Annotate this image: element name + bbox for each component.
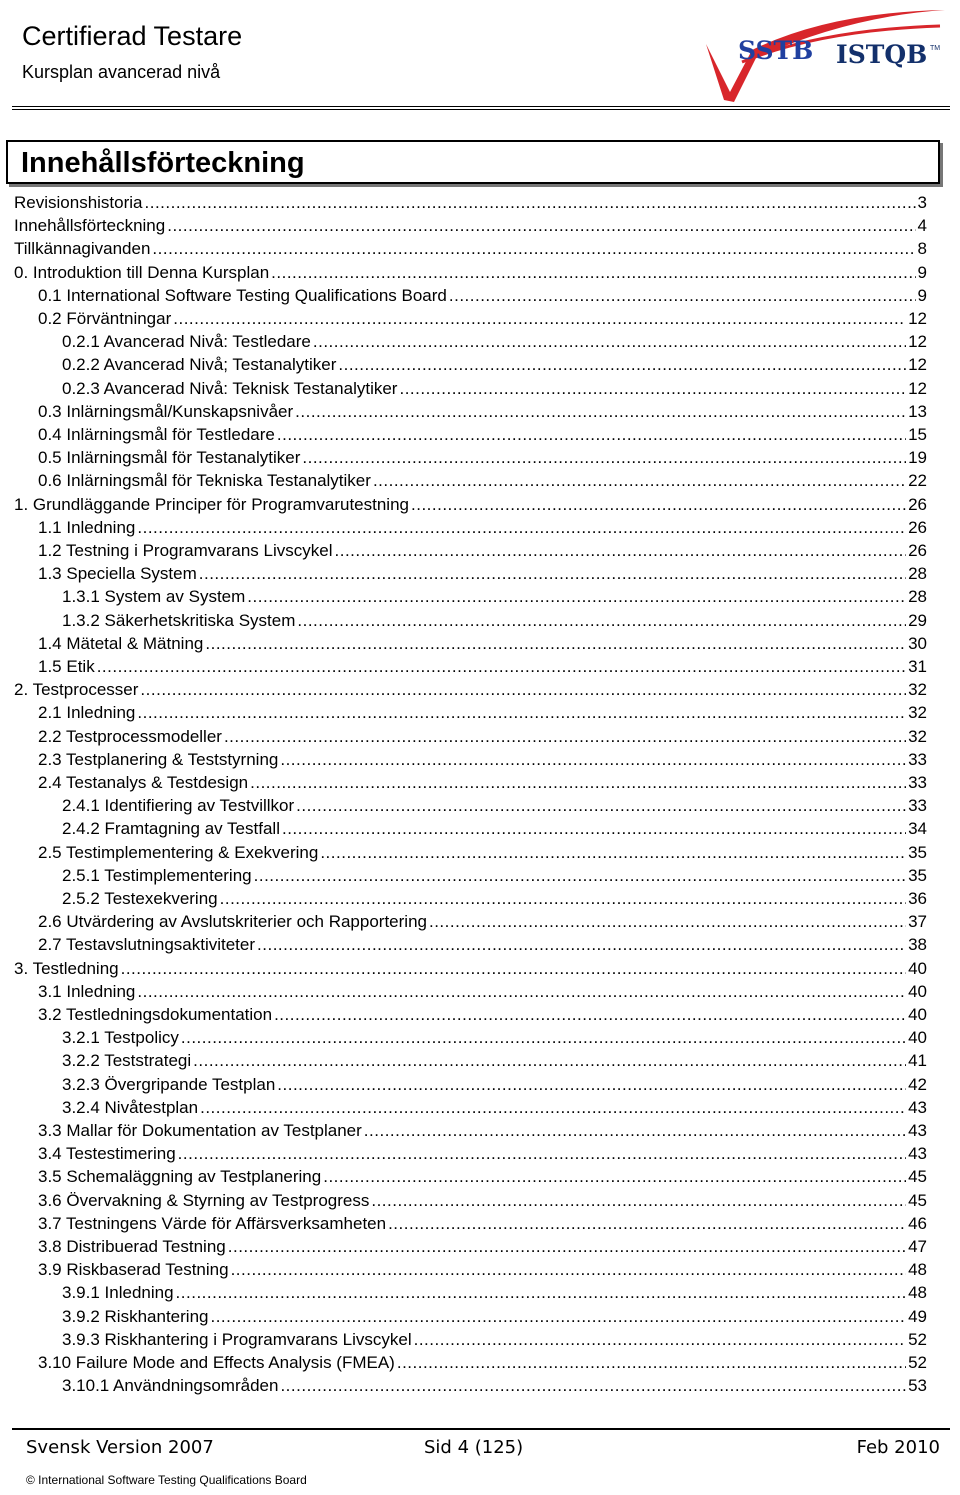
toc-entry-title: 2.5.1 Testimplementering [62,865,252,885]
toc-leader-dots [295,401,906,422]
toc-entry[interactable] [62,1025,927,1048]
toc-entry-page: 15 [908,425,927,444]
toc-entry[interactable] [38,399,927,422]
toc-entry-page: 48 [908,1260,927,1280]
footer-copyright: © International Software Testing Qualifications Board [26,1473,307,1487]
toc-leader-dots [176,1282,907,1303]
toc-entry[interactable] [62,793,927,816]
toc-leader-dots [364,1120,906,1141]
toc-entry[interactable] [38,1002,927,1025]
toc-entry[interactable] [38,515,927,538]
toc-entry-page: 33 [908,773,927,792]
toc-leader-dots [250,772,906,793]
toc-entry-title: 2.7 Testavslutningsaktiviteter [38,935,256,955]
toc-leader-dots [397,1352,906,1373]
toc-entry[interactable] [62,1327,927,1350]
footer-page-number: Sid 4 (125) [424,1437,524,1458]
toc-entry-page: 32 [908,680,927,700]
toc-leader-dots [388,1213,906,1234]
toc-entry-title: 3.8 Distribuerad Testning [38,1237,226,1256]
toc-entry[interactable] [38,700,927,723]
toc-entry-title: 3.9 Riskbaserad Testning [38,1260,229,1280]
toc-entry[interactable] [14,236,927,259]
toc-entry[interactable] [38,1118,927,1141]
toc-leader-dots [399,378,906,399]
toc-entry-title: 2.1 Inledning [38,703,136,723]
toc-entry-page: 26 [908,517,927,537]
toc-leader-dots [224,726,906,747]
toc-leader-dots [302,447,906,468]
toc-entry-page: 35 [908,865,927,885]
footer-date: Feb 2010 [856,1437,940,1458]
toc-entry-title: 2.5.2 Testexekvering [62,889,218,908]
document-title: Certifierad Testare [22,21,243,51]
toc-entry-title: 0.5 Inlärningsmål för Testanalytiker [38,448,301,468]
toc-entry-title: 2.5 Testimplementering & Exekvering [38,842,319,862]
toc-leader-dots [137,702,906,723]
toc-leader-dots [414,1329,906,1350]
toc-entry-page: 33 [908,796,927,816]
toc-entry[interactable] [62,1048,927,1071]
toc-leader-dots [323,1166,906,1187]
toc-entry-page: 29 [908,610,927,630]
toc-leader-dots [231,1259,907,1280]
toc-entry-title: 2.3 Testplanering & Teststyrning [38,749,279,769]
toc-leader-dots [137,517,906,538]
toc-entry-title: 3.2.4 Nivåtestplan [62,1097,199,1117]
toc-entry-title: 3.6 Övervakning & Styrning av Testprogress [38,1190,370,1210]
toc-entry[interactable] [38,840,927,863]
toc-entry-title: 1. Grundläggande Principer för Programvarutestning [14,494,409,514]
toc-entry[interactable] [14,260,927,283]
toc-leader-dots [121,958,906,979]
toc-entry-page: 12 [908,378,927,398]
toc-entry[interactable] [38,1350,927,1373]
toc-entry-page: 28 [908,564,927,584]
toc-entry-page: 52 [908,1353,927,1372]
toc-entry[interactable] [62,1373,927,1396]
toc-entry-title: 0.3 Inlärningsmål/Kunskapsnivåer [38,401,294,421]
toc-entry[interactable] [14,956,927,979]
toc-leader-dots [297,610,906,631]
toc-leader-dots [193,1050,906,1071]
toc-entry-title: Tillkännagivanden [14,239,151,259]
toc-entry[interactable] [38,1141,927,1164]
toc-entry-title: 2.4.1 Identifiering av Testvillkor [62,796,295,816]
toc-entry-page: 12 [908,355,927,375]
toc-leader-dots [199,563,906,584]
toc-entry-title: 3.2.2 Teststrategi [62,1051,192,1071]
toc-entry[interactable] [38,1164,927,1187]
toc-entry-page: 33 [908,749,927,769]
toc-leader-dots [173,308,906,329]
toc-entry-page: 13 [908,401,927,421]
toc-entry-title: Innehållsförteckning [14,216,166,236]
toc-entry-title: 2.6 Utvärdering av Avslutskriterier och Rapportering [38,912,427,932]
toc-leader-dots [97,656,906,677]
toc-leader-dots [335,540,907,561]
toc-entry-title: 0.2.1 Avancerad Nivå: Testledare [62,332,311,352]
toc-entry-title: 3.1 Inledning [38,981,136,1001]
toc-entry[interactable] [14,492,927,515]
toc-entry-title: 1.2 Testning i Programvarans Livscykel [38,541,333,560]
document-subtitle: Kursplan avancerad nivå [22,62,221,82]
toc-entry-page: 31 [908,657,927,676]
toc-entry[interactable] [38,979,927,1002]
footer-divider [12,1428,950,1430]
toc-leader-dots [200,1097,906,1118]
toc-entry-title: Revisionshistoria [14,193,143,212]
toc-entry-page: 36 [908,889,927,908]
toc-leader-dots [145,192,916,213]
toc-leader-dots [411,494,906,515]
header-divider [12,106,950,110]
toc-entry[interactable] [38,1234,927,1257]
toc-entry-page: 53 [908,1376,927,1396]
logo-sstb-text: SSTB [738,36,814,65]
toc-entry-page: 45 [908,1167,927,1187]
toc-leader-dots [371,1190,906,1211]
toc-entry-page: 38 [908,935,927,955]
toc-entry-page: 30 [908,633,927,653]
toc-heading: Innehållsförteckning [21,147,305,179]
toc-entry[interactable] [62,816,927,839]
toc-entry[interactable] [38,770,927,793]
toc-entry[interactable] [62,1280,927,1303]
toc-heading-box [6,140,940,184]
toc-entry-page: 47 [908,1237,927,1256]
toc-entry-page: 26 [908,494,927,514]
toc-entry-page: 52 [908,1329,927,1349]
toc-entry-page: 40 [908,1005,927,1024]
toc-entry[interactable] [38,1257,927,1280]
toc-entry[interactable] [62,352,927,375]
toc-entry[interactable] [38,283,927,306]
toc-leader-dots [280,749,906,770]
toc-entry[interactable] [62,1304,927,1327]
page-header [0,0,960,110]
toc-entry-page: 8 [917,239,927,259]
toc-entry-title: 0.2 Förväntningar [38,309,172,328]
toc-leader-dots [152,238,915,259]
toc-leader-dots [271,262,915,283]
toc-entry-page: 32 [908,703,927,723]
toc-leader-dots [449,285,916,306]
toc-entry[interactable] [62,376,927,399]
toc-entry[interactable] [14,190,927,213]
logo-tm-text: TM [930,45,941,52]
toc-entry-page: 40 [908,981,927,1001]
toc-entry-title: 3.5 Schemaläggning av Testplanering [38,1167,322,1187]
toc-entry[interactable] [38,654,927,677]
toc-entry-title: 1.1 Inledning [38,517,136,537]
footer-version: Svensk Version 2007 [26,1437,214,1458]
toc-entry[interactable] [14,213,927,236]
toc-entry[interactable] [38,468,927,491]
toc-entry-title: 0. Introduktion till Denna Kursplan [14,262,270,282]
toc-entry-title: 1.3 Speciella System [38,564,197,584]
toc-entry[interactable] [14,677,927,700]
toc-leader-dots [296,795,906,816]
toc-entry-title: 3.9.1 Inledning [62,1283,174,1303]
toc-leader-dots [205,633,906,654]
toc-entry-page: 49 [908,1306,927,1326]
toc-entry-title: 3.9.2 Riskhantering [62,1306,209,1326]
toc-entry-title: 0.6 Inlärningsmål för Tekniska Testanalytiker [38,471,371,491]
toc-entry[interactable] [38,631,927,654]
toc-leader-dots [181,1027,906,1048]
toc-entry-page: 43 [908,1121,927,1140]
toc-entry-title: 1.3.1 System av System [62,587,246,607]
toc-entry[interactable] [38,747,927,770]
toc-leader-dots [320,842,906,863]
toc-entry[interactable] [38,445,927,468]
toc-leader-dots [277,424,906,445]
toc-leader-dots [274,1004,906,1025]
toc-leader-dots [167,215,915,236]
toc-leader-dots [210,1306,906,1327]
toc-entry-page: 3 [917,193,927,212]
toc-entry-page: 32 [908,726,927,746]
toc-leader-dots [282,818,906,839]
toc-entry[interactable] [38,909,927,932]
toc-entry-page: 12 [908,309,927,328]
toc-entry[interactable] [38,1188,927,1211]
toc-entry-page: 28 [908,587,927,607]
sstb-istqb-logo [700,2,950,102]
toc-entry[interactable] [38,561,927,584]
toc-entry-page: 48 [908,1283,927,1303]
toc-entry[interactable] [62,886,927,909]
toc-entry-title: 1.4 Mätetal & Mätning [38,633,204,653]
toc-entry-page: 12 [908,332,927,352]
toc-entry[interactable] [38,306,927,329]
toc-leader-dots [429,911,906,932]
toc-entry-title: 1.3.2 Säkerhetskritiska System [62,610,296,630]
toc-entry-title: 2.2 Testprocessmodeller [38,726,222,746]
toc-entry[interactable] [62,329,927,352]
toc-leader-dots [137,981,906,1002]
toc-entry[interactable] [38,538,927,561]
toc-entry-page: 35 [908,842,927,862]
toc-entry-page: 40 [908,958,927,978]
toc-entry-title: 0.2.2 Avancerad Nivå; Testanalytiker [62,355,337,375]
toc-entry[interactable] [62,1072,927,1095]
toc-entry-title: 0.2.3 Avancerad Nivå: Teknisk Testanalytiker [62,378,398,398]
toc-entry-page: 43 [908,1097,927,1117]
toc-entry-title: 2.4.2 Framtagning av Testfall [62,819,280,839]
toc-entry-page: 40 [908,1028,927,1048]
toc-entry[interactable] [62,1095,927,1118]
toc-entry-page: 9 [917,285,927,305]
toc-leader-dots [140,679,906,700]
toc-leader-dots [228,1236,906,1257]
toc-entry[interactable] [38,422,927,445]
toc-entry-title: 3.4 Testestimering [38,1144,176,1164]
toc-entry[interactable] [62,608,927,631]
toc-leader-dots [257,934,906,955]
toc-entry-page: 9 [917,262,927,282]
toc-entry-page: 4 [917,216,927,236]
toc-entry-title: 3.7 Testningens Värde för Affärsverksamheten [38,1213,387,1233]
toc-entry-page: 46 [908,1213,927,1233]
toc-entry[interactable] [38,724,927,747]
toc-leader-dots [277,1074,906,1095]
toc-leader-dots [220,888,906,909]
toc-entry-title: 3.9.3 Riskhantering i Programvarans Livscykel [62,1329,412,1349]
toc-entry-page: 45 [908,1190,927,1210]
toc-entry-title: 3.3 Mallar för Dokumentation av Testplaner [38,1121,362,1140]
toc-leader-dots [373,470,906,491]
toc-entry[interactable] [38,1211,927,1234]
toc-leader-dots [178,1143,906,1164]
toc-leader-dots [247,586,906,607]
toc-entry-page: 34 [908,819,927,839]
toc-entry-title: 1.5 Etik [38,657,95,676]
toc-entry[interactable] [38,932,927,955]
toc-entry-page: 19 [908,448,927,468]
toc-entry-title: 2. Testprocesser [14,680,139,700]
toc-entry-page: 41 [908,1051,927,1071]
toc-entry-title: 3. Testledning [14,958,119,978]
toc-leader-dots [280,1375,906,1396]
toc-entry-page: 42 [908,1074,927,1094]
toc-entry-page: 22 [908,471,927,491]
toc-entry-title: 3.2.3 Övergripande Testplan [62,1074,276,1094]
toc-entry-title: 0.4 Inlärningsmål för Testledare [38,425,275,444]
toc-entry-title: 3.10 Failure Mode and Effects Analysis (FMEA) [38,1353,395,1372]
toc-entry-page: 37 [908,912,927,932]
toc-entry[interactable] [62,863,927,886]
toc-leader-dots [338,354,906,375]
toc-entry-title: 3.2 Testledningsdokumentation [38,1005,273,1024]
toc-entry-title: 3.2.1 Testpolicy [62,1028,179,1048]
toc-entry-title: 0.1 International Software Testing Qualifications Board [38,285,447,305]
toc-leader-dots [254,865,906,886]
toc-entry[interactable] [62,584,927,607]
logo-istqb-text: ISTQB [836,40,928,69]
toc-entry-page: 26 [908,541,927,560]
toc-entry-title: 3.10.1 Användningsområden [62,1376,279,1396]
toc-entry-page: 43 [908,1144,927,1164]
toc-leader-dots [313,331,906,352]
toc-entry-title: 2.4 Testanalys & Testdesign [38,773,249,792]
